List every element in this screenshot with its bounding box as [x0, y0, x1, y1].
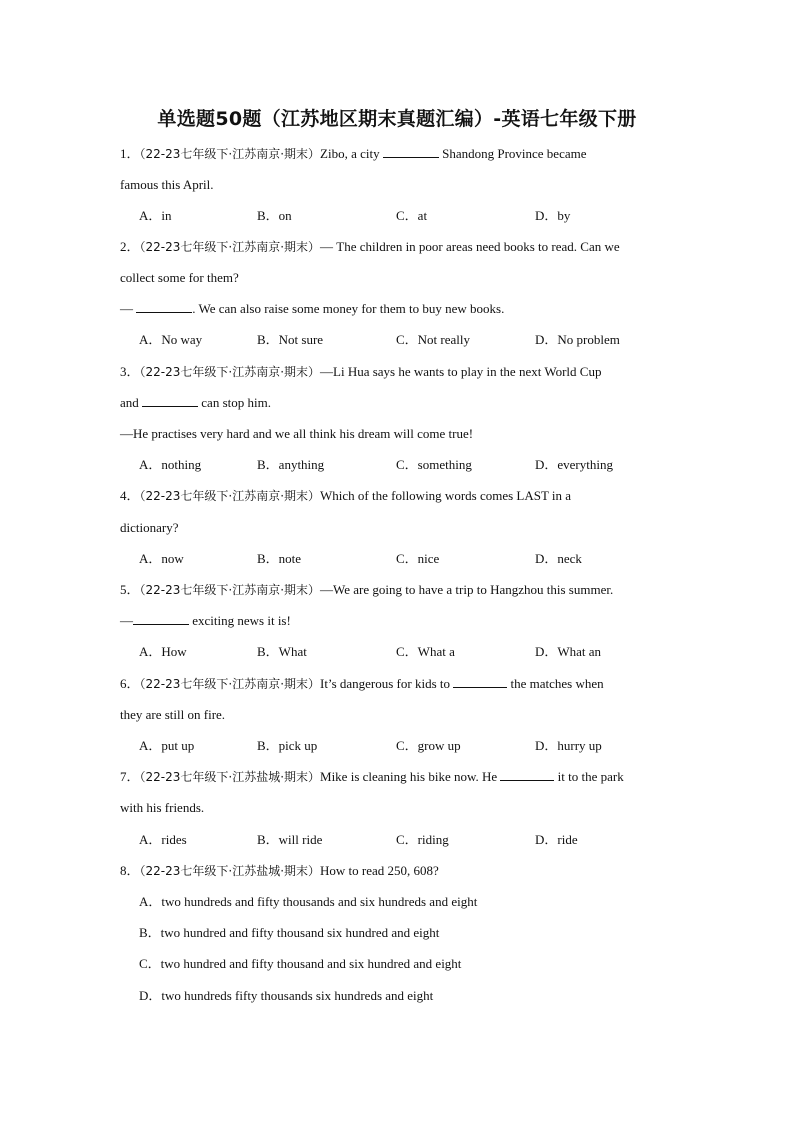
question-4	[120, 488, 571, 504]
option-d: D．two hundreds fifty thousands six hundreds and eight	[139, 988, 434, 1003]
option-a: A．rides	[139, 832, 187, 847]
answer-blank	[133, 613, 189, 625]
option-b: B．on	[257, 208, 292, 223]
option-c: C．two hundred and fifty thousand and six hundred and eight	[139, 956, 462, 971]
question-number: 2．	[120, 239, 140, 254]
question-stem: Zibo, a city	[320, 146, 383, 161]
option-a: A．No way	[139, 332, 203, 347]
option-c: C．What a	[396, 644, 455, 659]
option-c: C．at	[396, 208, 428, 223]
option-a: A．How	[139, 644, 187, 659]
question-stem: —	[120, 613, 133, 628]
option-d: D．ride	[535, 832, 578, 847]
question-8	[120, 863, 439, 879]
question-source: （22-23七年级下·江苏南京·期末）	[139, 489, 321, 503]
option-a: A．in	[139, 208, 172, 223]
option-b: B．pick up	[257, 738, 318, 753]
option-b: B．Not sure	[257, 332, 324, 347]
question-stem: —We are going to have a trip to Hangzhou this summer.	[320, 582, 614, 597]
question-number: 5．	[120, 582, 140, 597]
answer-blank	[453, 676, 507, 688]
option-a: A．put up	[139, 738, 195, 753]
question-7	[120, 769, 624, 785]
option-c: C．Not really	[396, 332, 471, 347]
option-b: B．What	[257, 644, 307, 659]
option-a: A．two hundreds and fifty thousands and six hundreds and eight	[139, 894, 478, 909]
question-2	[120, 239, 620, 255]
question-source: （22-23七年级下·江苏盐城·期末）	[139, 864, 321, 878]
question-stem: —	[120, 301, 137, 316]
question-5	[120, 582, 613, 598]
question-3-line-2	[120, 395, 271, 411]
option-c: C．nice	[396, 551, 440, 566]
option-d: D．What an	[535, 644, 602, 659]
answer-blank	[136, 301, 192, 313]
question-stem: the matches when	[507, 676, 604, 691]
answer-blank	[383, 146, 439, 158]
question-source: （22-23七年级下·江苏南京·期末）	[139, 240, 321, 254]
question-3	[120, 364, 601, 380]
question-source: （22-23七年级下·江苏南京·期末）	[139, 147, 321, 161]
answer-blank	[500, 769, 554, 781]
question-3-line-3: —He practises very hard and we all think his dream will come true!	[120, 426, 474, 441]
option-b: B．note	[257, 551, 302, 566]
option-a: A．nothing	[139, 457, 202, 472]
option-b: B．will ride	[257, 832, 323, 847]
question-stem: —Li Hua says he wants to play in the next World Cup	[320, 364, 602, 379]
question-stem: — The children in poor areas need books to read. Can we	[320, 239, 620, 254]
question-stem: How to read 250, 608?	[320, 863, 439, 878]
question-stem: Mike is cleaning his bike now. He	[320, 769, 501, 784]
question-1	[120, 146, 587, 162]
option-c: C．something	[396, 457, 472, 472]
question-stem: and	[120, 395, 143, 410]
option-c: C．riding	[396, 832, 449, 847]
option-d: D．neck	[535, 551, 582, 566]
question-6-line-2: they are still on fire.	[120, 707, 226, 722]
question-7-line-2: with his friends.	[120, 800, 205, 815]
question-stem: . We can also raise some money for them to buy new books.	[192, 301, 505, 316]
question-1-line-2: famous this April.	[120, 177, 214, 192]
question-source: （22-23七年级下·江苏南京·期末）	[139, 583, 321, 597]
question-stem: Which of the following words comes LAST in a	[320, 488, 572, 503]
option-d: D．hurry up	[535, 738, 602, 753]
question-5-line-2	[120, 613, 291, 629]
question-stem: can stop him.	[198, 395, 271, 410]
option-c: C．grow up	[396, 738, 461, 753]
question-number: 1．	[120, 146, 140, 161]
question-2-line-3	[120, 301, 504, 317]
question-stem: It’s dangerous for kids to	[320, 676, 454, 691]
question-number: 4．	[120, 488, 140, 503]
question-source: （22-23七年级下·江苏南京·期末）	[139, 677, 321, 691]
option-b: B．anything	[257, 457, 325, 472]
option-b: B．two hundred and fifty thousand six hundred and eight	[139, 925, 440, 940]
question-2-line-2: collect some for them?	[120, 270, 239, 285]
question-number: 7．	[120, 769, 140, 784]
question-number: 3．	[120, 364, 140, 379]
page-title: 单选题50题（江苏地区期末真题汇编）-英语七年级下册	[157, 108, 637, 130]
option-d: D．by	[535, 208, 571, 223]
question-stem: it to the park	[554, 769, 624, 784]
option-d: D．No problem	[535, 332, 620, 347]
question-number: 8．	[120, 863, 140, 878]
question-source: （22-23七年级下·江苏南京·期末）	[139, 365, 321, 379]
answer-blank	[142, 395, 198, 407]
question-number: 6．	[120, 676, 140, 691]
question-stem: Shandong Province became	[438, 146, 587, 161]
question-4-line-2: dictionary?	[120, 520, 179, 535]
option-d: D．everything	[535, 457, 613, 472]
question-6	[120, 676, 604, 692]
question-source: （22-23七年级下·江苏盐城·期末）	[139, 770, 321, 784]
option-a: A．now	[139, 551, 184, 566]
question-stem: exciting news it is!	[189, 613, 291, 628]
